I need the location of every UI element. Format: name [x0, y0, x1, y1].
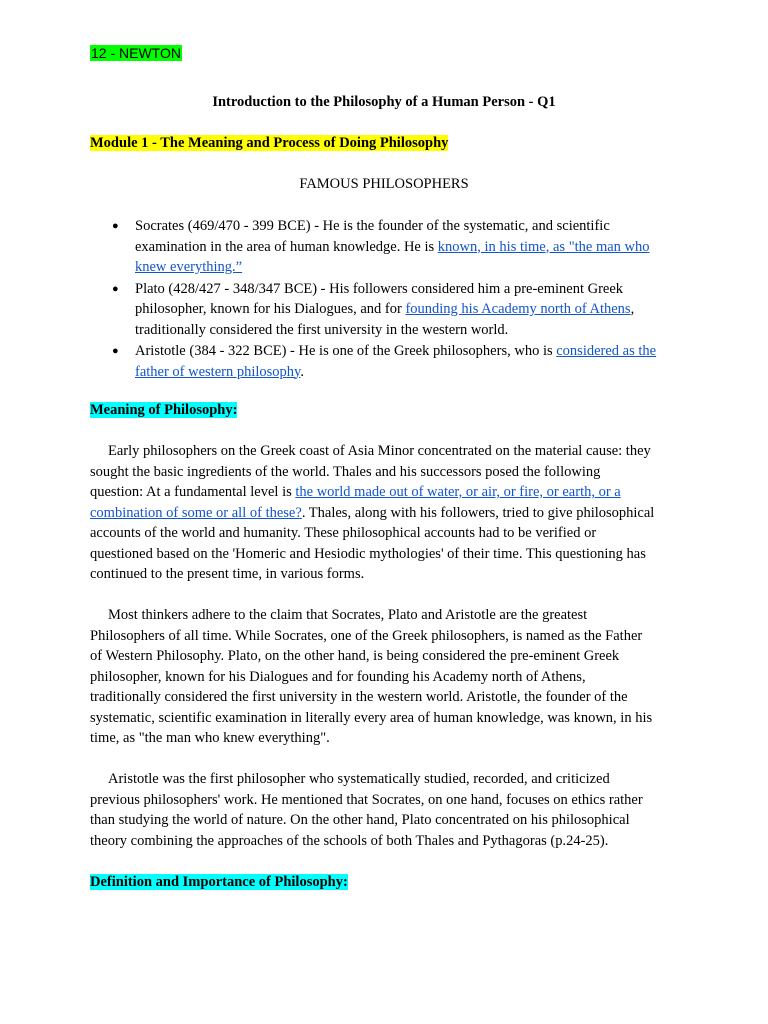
aristotle-link[interactable]: considered as the — [556, 343, 657, 359]
module-heading — [90, 135, 448, 152]
list-item: ● Plato (428/427 - 348/347 BCE) - His followers considered him a pre-eminent Greek philosopher, known for his Dialogues, and for founding his Academy north of Athens, traditionally considered the first university in the western world. — [112, 280, 635, 338]
socrates-link-continued[interactable]: knew everything.” — [135, 259, 243, 275]
meaning-paragraph-3: Aristotle was the first philosopher who systematically studied, recorded, and criticized previous philosophers' work. He mentioned that Socrates, on one hand, focuses on ethics rather than studying the world of nature. On the other hand, Plato concentrated on his philosophical theory combining the approaches of the schools of both Thales and Pythagoras (p.24-25). — [90, 771, 643, 849]
meaning-heading — [90, 402, 237, 419]
list-item: ● Aristotle (384 - 322 BCE) - He is one of the Greek philosophers, who is considered as the father of western philosophy. — [112, 343, 657, 380]
bullet-icon: ● — [112, 282, 119, 295]
module-heading-text: Module 1 - The Meaning and Process of Doing Philosophy — [90, 135, 449, 151]
aristotle-link-continued[interactable]: father of western philosophy — [135, 363, 301, 380]
meaning-paragraph-2: Most thinkers adhere to the claim that Socrates, Plato and Aristotle are the greatest Philosophers of all time. While Socrates, one of the Greek philosophers, is named as the Father of Western Philosophy. Plato, on the other hand, is being considered the pre-eminent Greek philosopher, known for his Dialogues and for founding his Academy north of Athens, traditionally considered the first university in the western world. Aristotle, the founder of the systematic, scientific examination in literally every area of human knowledge, was known, in his time, as "the man who knew everything". — [90, 607, 653, 746]
plato-academy-link[interactable]: founding his Academy north of Athens — [405, 301, 631, 317]
meaning-heading-text: Meaning of Philosophy: — [90, 402, 238, 418]
meaning-paragraph-1: Early philosophers on the Greek coast of Asia Minor concentrated on the material cause: they sought the basic ingredients of the world. Thales and his successors posed the following question: At a fundamental level is the world made out of water, or air, or fire, or earth, or a combination of some or all of these?. Thales, along with his followers, tried to give philosophical accounts of the world and humanity. These philosophical accounts had to be verified or questioned based on the 'Homeric and Hesiodic mythologies' of their time. This questioning has continued to the present time, in various forms. — [90, 443, 655, 582]
bullet-icon: ● — [112, 220, 119, 232]
class-label — [90, 45, 182, 63]
bullet-icon: ● — [112, 345, 119, 357]
definition-heading — [90, 874, 348, 891]
philosophers-list — [112, 216, 702, 382]
document-title: Introduction to the Philosophy of a Human Person - Q1 — [212, 94, 556, 110]
world-elements-link-continued[interactable]: combination of some or all of these? — [90, 504, 302, 521]
class-label-text: 12 - NEWTON — [91, 45, 181, 61]
list-item: ● Socrates (469/470 - 399 BCE) - He is the founder of the systematic, and scientific examination in the area of human knowledge. He is known, in his time, as "the man who knew everything.” — [112, 218, 650, 275]
definition-heading-text: Definition and Importance of Philosophy: — [90, 874, 348, 890]
socrates-link[interactable]: known, in his time, as "the man who — [437, 238, 650, 255]
world-elements-link[interactable]: the world made out of water, or air, or fire, or earth, or a — [295, 484, 621, 500]
famous-philosophers-heading: FAMOUS PHILOSOPHERS — [299, 176, 469, 192]
